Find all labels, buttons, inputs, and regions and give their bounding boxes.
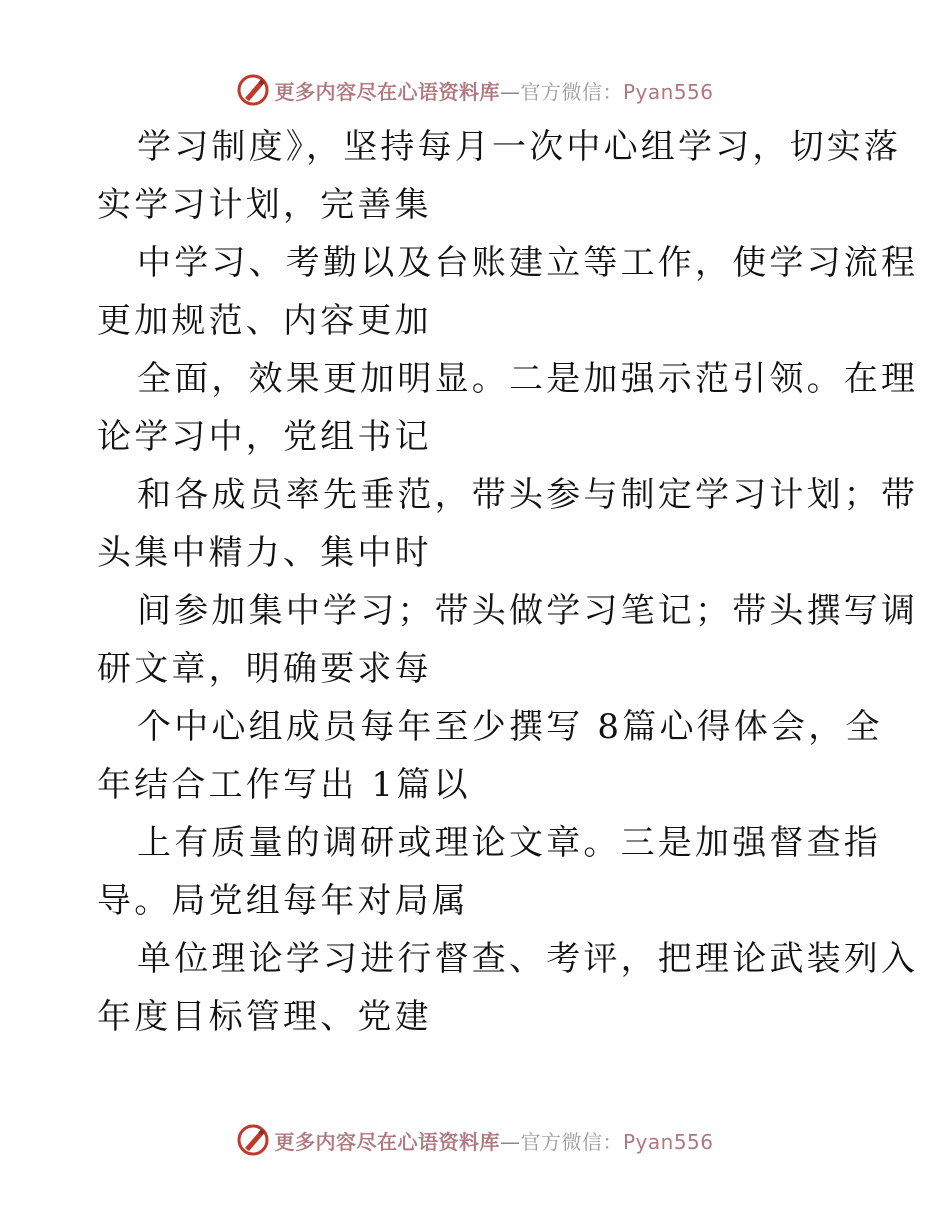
paragraph-line: 头集中精力、集中时 [97, 533, 432, 573]
paragraph-line: 更加规范、内容更加 [97, 301, 432, 341]
paragraph [97, 118, 902, 234]
paragraph [97, 234, 919, 350]
document-body [97, 118, 919, 1046]
paragraph [97, 814, 881, 930]
paragraph-line: 间参加集中学习；带头做学习笔记；带头撰写调 [137, 591, 919, 631]
banner-separator: — [499, 1129, 521, 1154]
paragraph-line: 全面，效果更加明显。二是加强示范引领。在理 [137, 359, 919, 399]
paragraph [97, 698, 883, 814]
banner-site-name: 更多内容尽在心语资料库 [274, 1129, 500, 1154]
paragraph-line: 学习制度》，坚持每月一次中心组学习，切实落 [137, 127, 902, 167]
paragraph-line: 年度目标管理、党建 [97, 997, 432, 1037]
paragraph [97, 930, 919, 1046]
paragraph [97, 466, 919, 582]
pen-circle-logo-icon [236, 73, 270, 107]
paragraph-line: 单位理论学习进行督查、考评，把理论武装列入 [137, 939, 919, 979]
paragraph-line: 研文章，明确要求每 [97, 649, 432, 689]
paragraph-line: 实学习计划，完善集 [97, 185, 432, 225]
paragraph-line: 和各成员率先垂范，带头参与制定学习计划；带 [137, 475, 919, 515]
pen-circle-logo-icon [236, 1123, 270, 1157]
paragraph-line: 论学习中，党组书记 [97, 417, 432, 457]
paragraph-line: 上有质量的调研或理论文章。三是加强督查指 [137, 823, 881, 863]
paragraph [97, 582, 919, 698]
banner-wechat-label: 官方微信： [520, 79, 623, 104]
banner-wechat-label: 官方微信： [520, 1129, 623, 1154]
footer-banner [0, 1120, 950, 1160]
banner-wechat-id: Pyan556 [622, 1129, 714, 1154]
paragraph [97, 350, 919, 466]
paragraph-line: 个中心组成员每年至少撰写 8篇心得体会，全 [137, 707, 883, 747]
paragraph-line: 导。局党组每年对局属 [97, 881, 469, 921]
header-banner [0, 70, 950, 110]
banner-site-name: 更多内容尽在心语资料库 [274, 79, 500, 104]
banner-wechat-id: Pyan556 [622, 79, 714, 104]
banner-separator: — [499, 79, 521, 104]
paragraph-line: 年结合工作写出 1篇以 [97, 765, 471, 805]
paragraph-line: 中学习、考勤以及台账建立等工作，使学习流程 [137, 243, 919, 283]
